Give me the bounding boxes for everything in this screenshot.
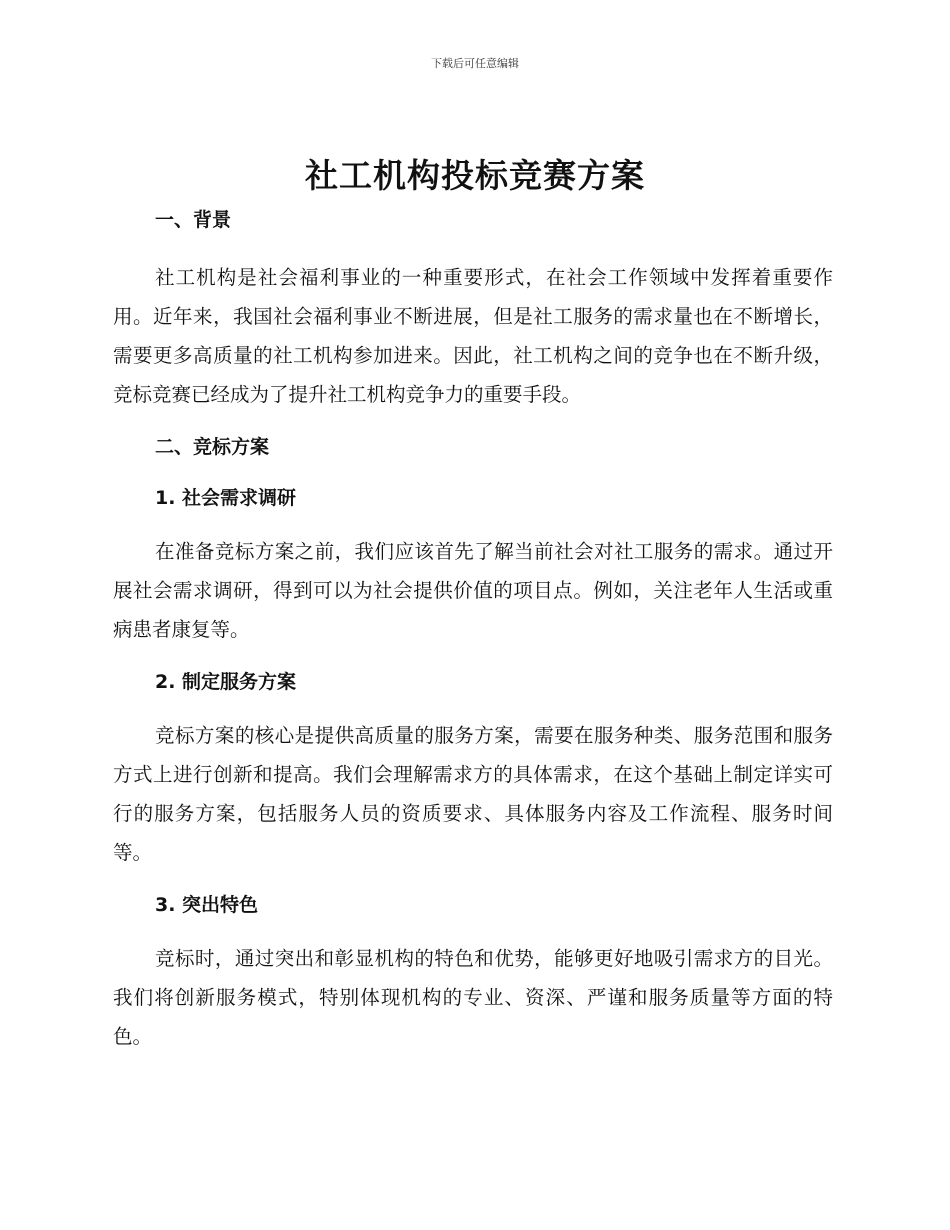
subheading-social-demand-research: 1. 社会需求调研 [155,487,297,509]
subheading-highlight-features: 3. 突出特色 [155,894,259,916]
document-body [113,203,833,1056]
section-heading-bid-plan: 二、竞标方案 [155,436,270,458]
section-heading-background: 一、背景 [155,209,232,231]
header-note: 下载后可任意编辑 [431,57,519,70]
paragraph-social-demand-research: 在准备竞标方案之前，我们应该首先了解当前社会对社工服务的需求。通过开展社会需求调研，得到可以为社会提供价值的项目点。例如，关注老年人生活或重病患者康复等。 [113,540,833,641]
paragraph-service-plan: 竞标方案的核心是提供高质量的服务方案，需要在服务种类、服务范围和服务方式上进行创新和提高。我们会理解需求方的具体需求，在这个基础上制定详实可行的服务方案，包括服务人员的资质要求、具体服务内容及工作流程、服务时间等。 [113,724,833,864]
document-title: 社工机构投标竞赛方案 [305,156,645,195]
paragraph-background: 社工机构是社会福利事业的一种重要形式，在社会工作领域中发挥着重要作用。近年来，我国社会福利事业不断进展，但是社工服务的需求量也在不断增长，需要更多高质量的社工机构参加进来。因此，社工机构之间的竞争也在不断升级，竞标竞赛已经成为了提升社工机构竞争力的重要手段。 [113,266,833,406]
paragraph-highlight-features: 竞标时，通过突出和彰显机构的特色和优势，能够更好地吸引需求方的目光。我们将创新服务模式，特别体现机构的专业、资深、严谨和服务质量等方面的特色。 [113,947,833,1048]
subheading-service-plan: 2. 制定服务方案 [155,671,297,693]
